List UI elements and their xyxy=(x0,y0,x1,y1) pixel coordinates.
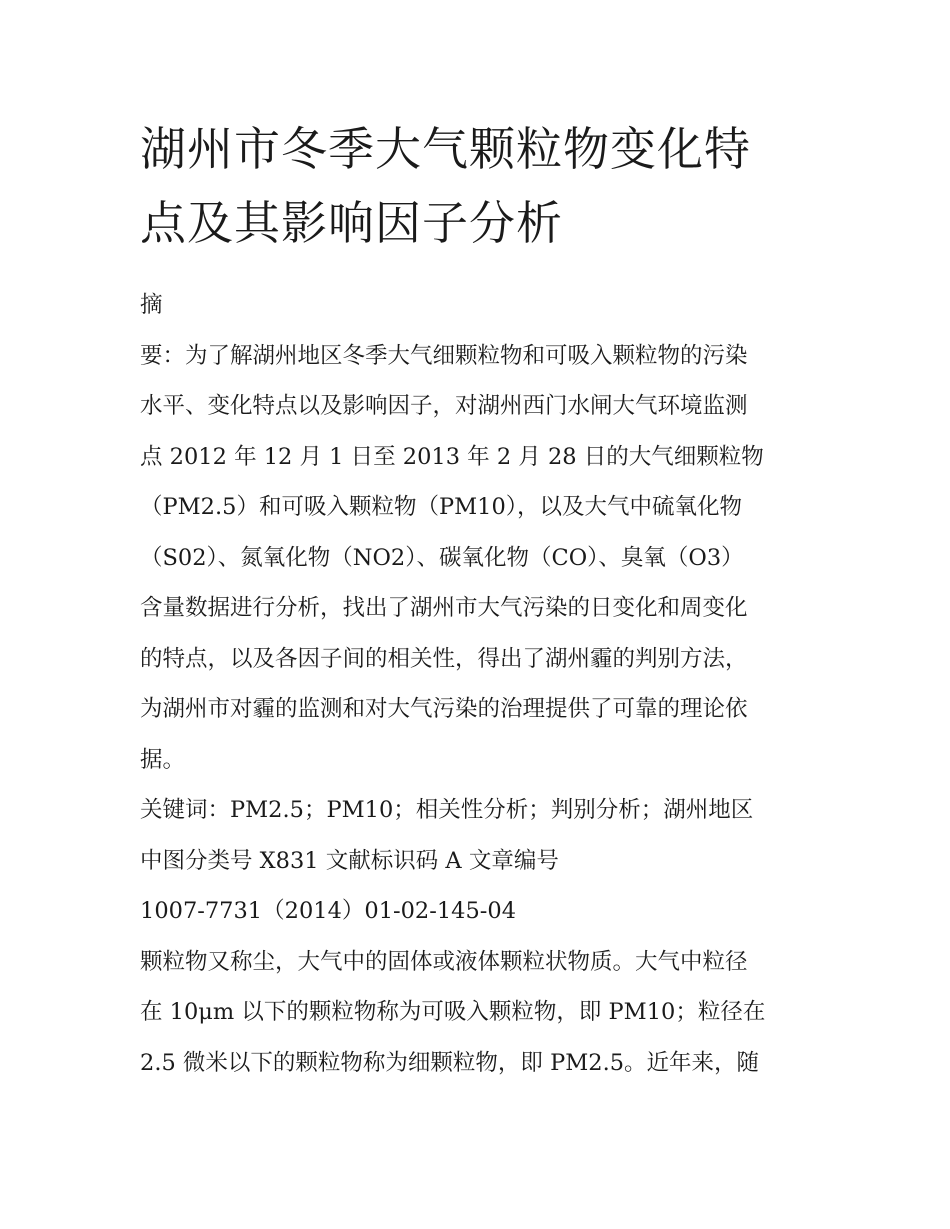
body-line: 颗粒物又称尘，大气中的固体或液体颗粒状物质。大气中粒径 xyxy=(140,948,748,975)
title-line: 点及其影响因子分析 xyxy=(140,196,563,250)
abstract-section xyxy=(140,280,820,785)
abstract-line: 据。 xyxy=(140,746,186,773)
document-content xyxy=(140,112,820,1088)
abstract-line: 水平、变化特点以及影响因子，对湖州西门水闸大气环境监测 xyxy=(140,393,748,419)
body-section xyxy=(140,937,820,1089)
metadata-section xyxy=(140,785,820,937)
keywords-line: 关键词：PM2.5；PM10；相关性分析；判别分析；湖州地区 xyxy=(140,797,754,823)
abstract-line: 要：为了解湖州地区冬季大气细颗粒物和可吸入颗粒物的污染 xyxy=(140,342,748,369)
abstract-line: 含量数据进行分析，找出了湖州市大气污染的日变化和周变化 xyxy=(140,595,748,621)
article-number-line: 1007-7731（2014）01-02-145-04 xyxy=(140,898,517,924)
abstract-line: 点 2012 年 12 月 1 日至 2013 年 2 月 28 日的大气细颗粒物 xyxy=(140,443,764,470)
title-line: 湖州市冬季大气颗粒物变化特 xyxy=(140,122,751,176)
abstract-line: 的特点，以及各因子间的相关性，得出了湖州霾的判别方法， xyxy=(140,645,748,672)
classification-line: 中图分类号 X831 文献标识码 A 文章编号 xyxy=(140,847,559,874)
abstract-line: （PM2.5）和可吸入颗粒物（PM10），以及大气中硫氧化物 xyxy=(140,494,743,520)
abstract-line: 为湖州市对霾的监测和对大气污染的治理提供了可靠的理论依 xyxy=(140,696,748,722)
abstract-label: 摘 xyxy=(140,292,163,318)
body-line: 在 10μm 以下的颗粒物称为可吸入颗粒物，即 PM10；粒径在 xyxy=(140,999,766,1025)
body-line: 2.5 微米以下的颗粒物称为细颗粒物，即 PM2.5。近年来，随 xyxy=(140,1049,760,1076)
abstract-line: （S02）、氮氧化物（NO2）、碳氧化物（CO）、臭氧（O3） xyxy=(140,544,744,571)
document-title xyxy=(140,112,820,260)
